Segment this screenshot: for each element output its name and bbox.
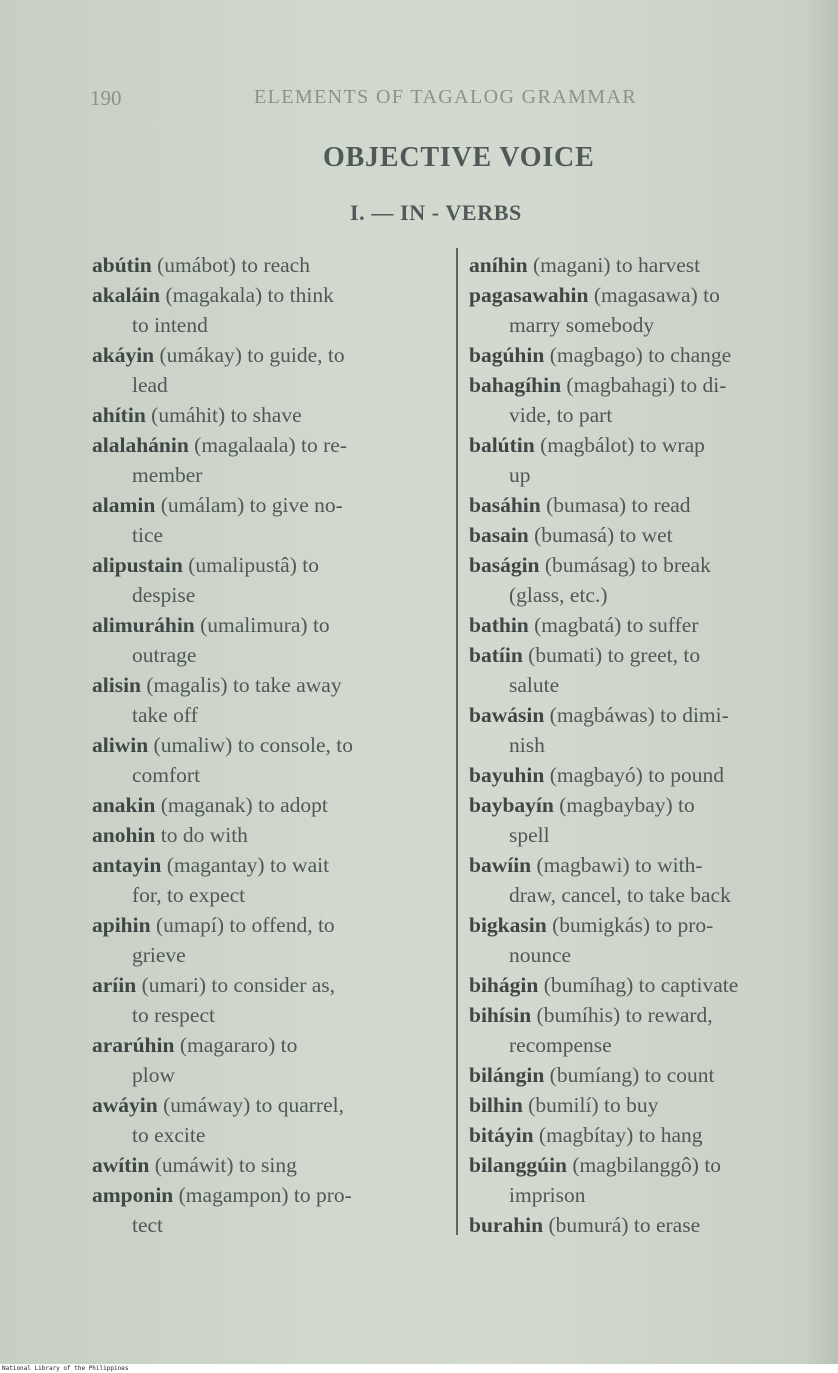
entry-headword: alamin — [92, 493, 156, 517]
entry-headword: aliwin — [92, 733, 149, 757]
dictionary-entry — [469, 370, 835, 430]
dictionary-entry — [469, 1150, 835, 1210]
entry-continuation: vide, to part — [509, 403, 613, 427]
entry-first-line — [469, 760, 835, 790]
running-title: ELEMENTS OF TAGALOG GRAMMAR — [254, 86, 638, 108]
entry-headword: apihin — [92, 913, 151, 937]
dictionary-entry — [469, 340, 835, 370]
entry-first-line — [92, 280, 444, 310]
entry-first-line — [469, 910, 835, 940]
dictionary-entry — [469, 430, 835, 490]
entry-definition: (magbálot) to wrap — [534, 433, 705, 457]
entry-definition: (magbahagi) to di- — [561, 373, 727, 397]
entry-definition: (magbayó) to pound — [544, 763, 725, 787]
entry-headword: bilanggúin — [469, 1153, 567, 1177]
entry-first-line — [92, 490, 444, 520]
entry-definition: (umáway) to quarrel, — [157, 1093, 344, 1117]
entry-first-line — [469, 1090, 835, 1120]
entry-definition: (umálam) to give no- — [155, 493, 343, 517]
dictionary-entry — [469, 790, 835, 850]
entry-definition: (magararo) to — [174, 1033, 298, 1057]
entry-continuation: tect — [132, 1213, 164, 1237]
dictionary-entry — [92, 970, 444, 1030]
entry-continuation: tice — [132, 523, 164, 547]
entry-continuation: imprison — [509, 1183, 586, 1207]
entry-continuation: draw, cancel, to take back — [509, 883, 731, 907]
entry-first-line — [469, 490, 835, 520]
entry-first-line — [469, 370, 835, 400]
entry-headword: alisin — [92, 673, 141, 697]
entry-definition: (magbawi) to with- — [531, 853, 703, 877]
entry-first-line — [92, 910, 444, 940]
entry-headword: bayuhin — [469, 763, 545, 787]
entry-definition: (umáwit) to sing — [149, 1153, 297, 1177]
entry-definition: (magasawa) to — [588, 283, 720, 307]
entry-continuation: up — [509, 463, 531, 487]
dictionary-entry — [92, 1090, 444, 1150]
entry-headword: bagúhin — [469, 343, 545, 367]
entry-first-line — [92, 790, 444, 820]
entry-headword: batíin — [469, 643, 523, 667]
entry-headword: abútin — [92, 253, 152, 277]
entry-definition: to do with — [155, 823, 248, 847]
running-header — [0, 86, 838, 114]
entry-definition: (umari) to consider as, — [136, 973, 336, 997]
entry-first-line — [469, 1150, 835, 1180]
entry-first-line — [469, 430, 835, 460]
entry-first-line — [92, 430, 444, 460]
entry-first-line — [469, 1120, 835, 1150]
entry-definition: (bumíhag) to captivate — [538, 973, 739, 997]
entry-first-line — [469, 520, 835, 550]
entry-first-line — [92, 730, 444, 760]
entry-first-line — [469, 1060, 835, 1090]
dictionary-entry — [92, 910, 444, 970]
dictionary-entry — [92, 490, 444, 550]
right-column — [469, 250, 835, 1240]
entry-definition: (magalaala) to re- — [188, 433, 347, 457]
entry-definition: (magani) to harvest — [527, 253, 701, 277]
entry-first-line — [92, 970, 444, 1000]
entry-first-line — [92, 1150, 444, 1180]
dictionary-entry — [469, 760, 835, 790]
entry-continuation: comfort — [132, 763, 201, 787]
entry-first-line — [469, 250, 835, 280]
entry-definition: (magakala) to think — [160, 283, 334, 307]
dictionary-entry — [92, 820, 444, 850]
dictionary-entry — [469, 1210, 835, 1240]
dictionary-entry — [92, 250, 444, 280]
entry-continuation: salute — [509, 673, 560, 697]
entry-definition: (umáhit) to shave — [145, 403, 302, 427]
dictionary-entry — [92, 1180, 444, 1240]
dictionary-entry — [469, 1000, 835, 1060]
entry-definition: (bumásag) to break — [539, 553, 711, 577]
entry-first-line — [92, 1180, 444, 1210]
entry-definition: (magantay) to wait — [161, 853, 330, 877]
entry-continuation: despise — [132, 583, 196, 607]
entry-headword: basáhin — [469, 493, 541, 517]
entry-headword: bawíin — [469, 853, 532, 877]
dictionary-entry — [469, 910, 835, 970]
entry-first-line — [92, 610, 444, 640]
entry-continuation: to excite — [132, 1123, 206, 1147]
entry-first-line — [469, 1000, 835, 1030]
dictionary-entry — [469, 280, 835, 340]
entry-continuation: to intend — [132, 313, 208, 337]
entry-first-line — [469, 550, 835, 580]
entry-continuation: spell — [509, 823, 550, 847]
dictionary-entry — [92, 550, 444, 610]
entry-continuation: recompense — [509, 1033, 612, 1057]
entry-headword: bilhin — [469, 1093, 523, 1117]
entry-headword: anakin — [92, 793, 156, 817]
entry-definition: (bumigkás) to pro- — [546, 913, 714, 937]
entry-headword: burahin — [469, 1213, 544, 1237]
footer-credit: National Library of the Philippines — [2, 1365, 129, 1372]
entry-definition: (umalimura) to — [194, 613, 330, 637]
column-divider — [456, 248, 458, 1235]
dictionary-entry — [469, 700, 835, 760]
entry-headword: bathin — [469, 613, 529, 637]
entry-continuation: marry somebody — [509, 313, 655, 337]
entry-continuation: plow — [132, 1063, 175, 1087]
entry-headword: bigkasin — [469, 913, 547, 937]
entry-first-line — [469, 700, 835, 730]
entry-headword: aníhin — [469, 253, 528, 277]
dictionary-entry — [469, 250, 835, 280]
entry-first-line — [92, 550, 444, 580]
entry-first-line — [469, 340, 835, 370]
entry-headword: baybayín — [469, 793, 554, 817]
entry-definition: (bumíang) to count — [544, 1063, 715, 1087]
dictionary-entry — [469, 1090, 835, 1120]
entry-headword: bilángin — [469, 1063, 545, 1087]
entry-continuation: member — [132, 463, 203, 487]
entry-first-line — [92, 1090, 444, 1120]
entry-definition: (umábot) to reach — [151, 253, 310, 277]
entry-first-line — [92, 250, 444, 280]
entry-headword: alimuráhin — [92, 613, 195, 637]
entry-headword: antayin — [92, 853, 162, 877]
dictionary-entry — [92, 790, 444, 820]
dictionary-entry — [92, 670, 444, 730]
entry-headword: awáyin — [92, 1093, 158, 1117]
dictionary-entry — [469, 550, 835, 610]
dictionary-entry — [469, 640, 835, 700]
entry-headword: alipustain — [92, 553, 183, 577]
entry-headword: bihísin — [469, 1003, 532, 1027]
entry-first-line — [92, 340, 444, 370]
entry-headword: aríin — [92, 973, 137, 997]
entry-definition: (umaliw) to console, to — [148, 733, 353, 757]
entry-headword: alalahánin — [92, 433, 189, 457]
dictionary-entry — [469, 1060, 835, 1090]
entry-first-line — [469, 850, 835, 880]
dictionary-entry — [92, 400, 444, 430]
entry-first-line — [469, 1210, 835, 1240]
entry-headword: akáyin — [92, 343, 155, 367]
entry-first-line — [469, 610, 835, 640]
entry-continuation: nish — [509, 733, 545, 757]
entry-headword: basain — [469, 523, 529, 547]
dictionary-entry — [469, 520, 835, 550]
entry-definition: (bumíhis) to reward, — [531, 1003, 713, 1027]
entry-definition: (magbilanggô) to — [567, 1153, 722, 1177]
entry-definition: (magbítay) to hang — [533, 1123, 703, 1147]
entry-definition: (umapí) to offend, to — [150, 913, 335, 937]
dictionary-entry — [92, 430, 444, 490]
entry-definition: (maganak) to adopt — [155, 793, 328, 817]
entry-definition: (umalipustâ) to — [182, 553, 319, 577]
entry-definition: (bumilí) to buy — [522, 1093, 659, 1117]
entry-headword: baságin — [469, 553, 540, 577]
entry-definition: (magalis) to take away — [141, 673, 342, 697]
entry-definition: (magbaybay) to — [553, 793, 695, 817]
entry-definition: (bumasa) to read — [540, 493, 691, 517]
entry-headword: pagasawahin — [469, 283, 589, 307]
entry-definition: (magampon) to pro- — [173, 1183, 352, 1207]
entry-headword: anohin — [92, 823, 156, 847]
dictionary-entry — [92, 340, 444, 400]
dictionary-entry — [92, 280, 444, 340]
entry-continuation: lead — [132, 373, 168, 397]
entry-continuation: (glass, etc.) — [509, 583, 608, 607]
entry-first-line — [469, 790, 835, 820]
dictionary-entry — [92, 730, 444, 790]
entry-continuation: grieve — [132, 943, 186, 967]
dictionary-entry — [469, 1120, 835, 1150]
entry-first-line — [469, 280, 835, 310]
entry-headword: akaláin — [92, 283, 161, 307]
entry-headword: bawásin — [469, 703, 545, 727]
entry-first-line — [469, 970, 835, 1000]
dictionary-entry — [469, 490, 835, 520]
entry-first-line — [92, 820, 444, 850]
entry-continuation: take off — [132, 703, 198, 727]
entry-definition: (magbatá) to suffer — [528, 613, 699, 637]
entry-headword: balútin — [469, 433, 535, 457]
entry-headword: awítin — [92, 1153, 150, 1177]
entry-definition: (bumasá) to wet — [528, 523, 673, 547]
dictionary-entry — [92, 610, 444, 670]
entry-continuation: for, to expect — [132, 883, 246, 907]
entry-continuation: nounce — [509, 943, 572, 967]
entry-headword: amponin — [92, 1183, 174, 1207]
entry-first-line — [92, 400, 444, 430]
section-title: OBJECTIVE VOICE — [323, 142, 595, 173]
left-column — [92, 250, 444, 1240]
section-subtitle: I. — IN - VERBS — [350, 200, 522, 225]
dictionary-entry — [469, 850, 835, 910]
entry-headword: ahítin — [92, 403, 146, 427]
page-number: 190 — [90, 86, 122, 110]
entry-definition: (umákay) to guide, to — [154, 343, 345, 367]
entry-headword: ararúhin — [92, 1033, 175, 1057]
entry-headword: bahagíhin — [469, 373, 562, 397]
entry-definition: (bumati) to greet, to — [522, 643, 701, 667]
dictionary-entry — [469, 610, 835, 640]
entry-definition: (bumurá) to erase — [543, 1213, 701, 1237]
entry-headword: bihágin — [469, 973, 539, 997]
dictionary-entry — [92, 1150, 444, 1180]
entry-definition: (magbáwas) to dimi- — [544, 703, 729, 727]
dictionary-entry — [92, 1030, 444, 1090]
entry-first-line — [92, 850, 444, 880]
dictionary-entry — [469, 970, 835, 1000]
entry-first-line — [469, 640, 835, 670]
entry-first-line — [92, 670, 444, 700]
entry-continuation: to respect — [132, 1003, 215, 1027]
entry-first-line — [92, 1030, 444, 1060]
entry-definition: (magbago) to change — [544, 343, 732, 367]
entry-continuation: outrage — [132, 643, 197, 667]
entry-headword: bitáyin — [469, 1123, 534, 1147]
dictionary-entry — [92, 850, 444, 910]
